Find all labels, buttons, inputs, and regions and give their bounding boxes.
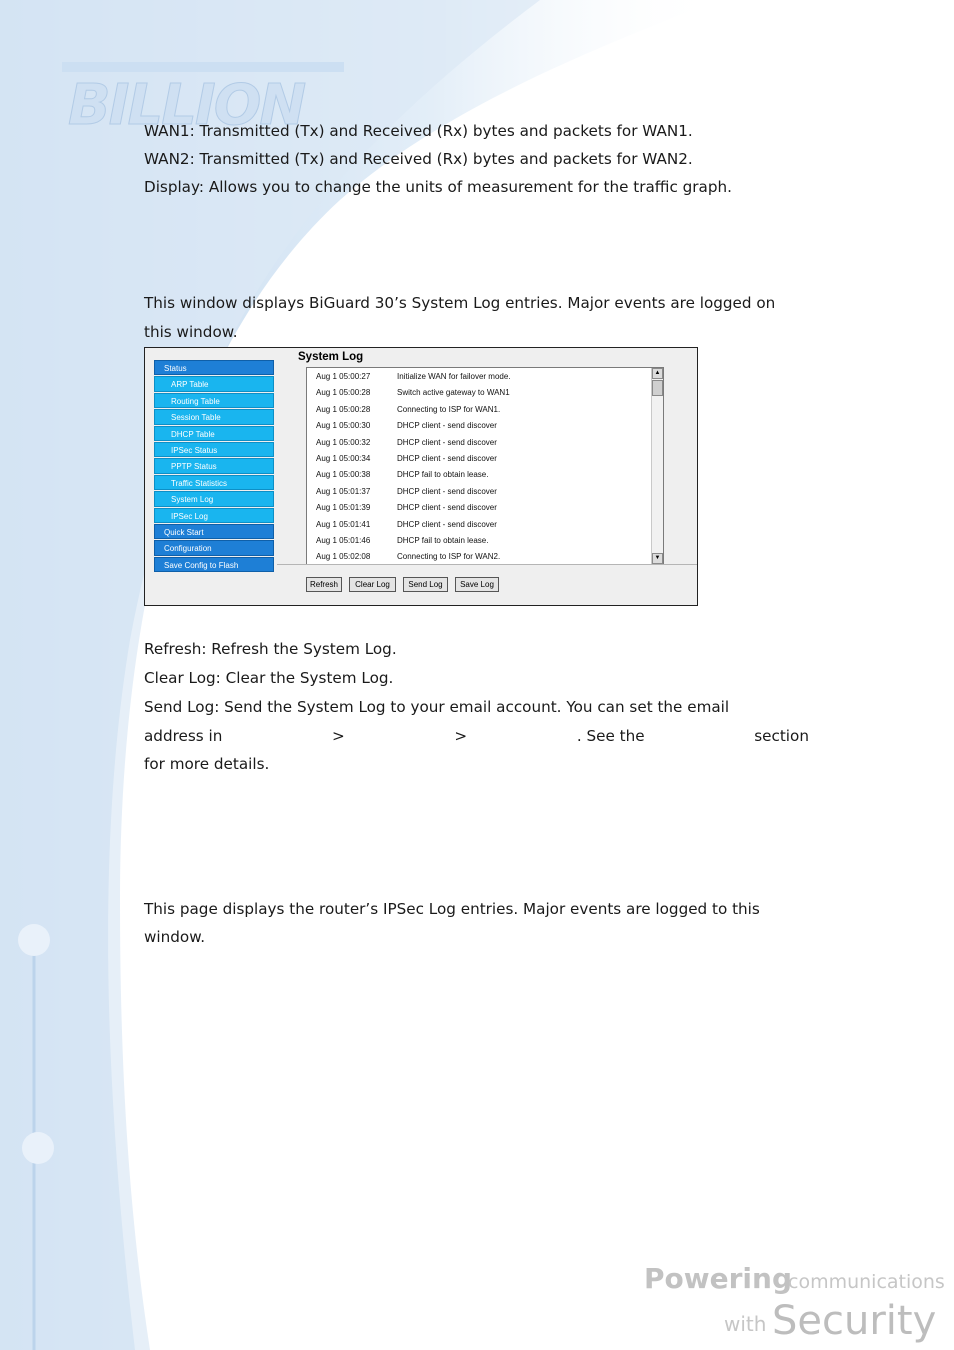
svg-text:communications: communications	[788, 1271, 945, 1293]
scroll-up-icon[interactable]: ▲	[652, 368, 663, 379]
sidebar-item[interactable]: IPSec Status	[154, 442, 274, 457]
sidebar-item[interactable]: PPTP Status	[154, 458, 274, 473]
system-log-screenshot	[144, 347, 698, 606]
sidebar-item[interactable]: Traffic Statistics	[154, 475, 274, 490]
sidebar-item[interactable]: System Log	[154, 491, 274, 506]
send-log-description-line3: for more details.	[144, 755, 270, 773]
save-log-button[interactable]: Save Log	[455, 577, 499, 592]
syslog-intro-line2: this window.	[144, 323, 238, 341]
sidebar-item[interactable]: Configuration	[154, 540, 274, 555]
ipsec-log-intro-line2: window.	[144, 928, 206, 946]
clear-log-button[interactable]: Clear Log	[349, 577, 396, 592]
send-log-description-line2	[144, 726, 809, 746]
log-message: Switch active gateway to WAN1	[397, 388, 510, 398]
refresh-description: Refresh: Refresh the System Log.	[144, 640, 397, 658]
sidebar-item[interactable]: Quick Start	[154, 524, 274, 539]
branding-tagline	[640, 1258, 950, 1348]
sidebar-item[interactable]: IPSec Log	[154, 508, 274, 523]
send-log-description: Send Log: Send the System Log to your email account. You can set the email	[144, 698, 730, 716]
sidebar-item[interactable]: Save Config to Flash	[154, 557, 274, 572]
log-message: Initialize WAN for failover mode.	[397, 372, 511, 381]
sidebar-item[interactable]: Status	[154, 360, 274, 375]
sidebar-item[interactable]: Routing Table	[154, 393, 274, 408]
logo-text: BILLION	[68, 73, 305, 134]
log-message: DHCP client - send discover	[397, 519, 497, 529]
svg-text:Security: Security	[772, 1298, 937, 1344]
svg-text:with: with	[724, 1312, 767, 1336]
log-time: Aug 1 05:01:37	[316, 486, 371, 496]
log-scrollbar[interactable]	[651, 368, 663, 564]
sidebar-item[interactable]: DHCP Table	[154, 426, 274, 441]
send-log-button[interactable]: Send Log	[403, 577, 448, 592]
log-time: Aug 1 05:00:27	[316, 372, 371, 381]
ipsec-log-intro-line1: This page displays the router’s IPSec Log entries. Major events are logged to this	[144, 900, 760, 918]
log-time: Aug 1 05:00:30	[316, 421, 371, 431]
scroll-down-icon[interactable]: ▼	[652, 553, 663, 564]
log-message: Connecting to ISP for WAN1.	[397, 404, 501, 414]
display-description: Display: Allows you to change the units of measurement for the traffic graph.	[144, 178, 732, 196]
syslog-intro-line1: This window displays BiGuard 30’s System Log entries. Major events are logged on	[144, 294, 776, 312]
sidebar-menu	[154, 360, 274, 573]
log-time: Aug 1 05:00:34	[316, 454, 371, 463]
refresh-button[interactable]: Refresh	[306, 577, 342, 592]
divider	[277, 564, 697, 565]
svg-text:Powering: Powering	[644, 1262, 792, 1295]
log-message: Connecting to ISP for WAN2.	[397, 552, 501, 562]
wan2-description: WAN2: Transmitted (Tx) and Received (Rx) bytes and packets for WAN2.	[144, 150, 693, 168]
sidebar-item[interactable]: ARP Table	[154, 376, 274, 391]
log-message: DHCP client - send discover	[397, 437, 497, 447]
send-log-address-in: address in	[144, 727, 223, 745]
log-time: Aug 1 05:02:08	[316, 552, 371, 562]
scroll-thumb[interactable]	[652, 380, 663, 396]
system-log-title: System Log	[298, 351, 364, 363]
log-message: DHCP client - send discover	[397, 421, 497, 431]
send-log-gt-2: >	[454, 727, 468, 745]
log-time: Aug 1 05:00:28	[316, 404, 371, 414]
log-time: Aug 1 05:01:46	[316, 536, 371, 545]
log-message: DHCP fail to obtain lease.	[397, 536, 489, 545]
system-log-panel	[277, 348, 697, 605]
log-message: DHCP client - send discover	[397, 454, 497, 463]
wan1-description: WAN1: Transmitted (Tx) and Received (Rx) bytes and packets for WAN1.	[144, 122, 693, 140]
send-log-section: section	[754, 727, 809, 745]
send-log-see-the: . See the	[576, 727, 645, 745]
log-time: Aug 1 05:00:28	[316, 388, 371, 398]
send-log-gt-1: >	[332, 727, 345, 745]
log-message: DHCP client - send discover	[397, 486, 497, 496]
log-message: DHCP client - send discover	[397, 503, 497, 513]
log-time: Aug 1 05:00:32	[316, 437, 371, 447]
log-time: Aug 1 05:00:38	[316, 470, 371, 480]
sidebar-item[interactable]: Session Table	[154, 409, 274, 424]
log-message: DHCP fail to obtain lease.	[397, 470, 489, 480]
log-listbox[interactable]	[306, 367, 664, 565]
log-time: Aug 1 05:01:41	[316, 519, 371, 529]
log-time: Aug 1 05:01:39	[316, 503, 371, 513]
clear-log-description: Clear Log: Clear the System Log.	[144, 669, 394, 687]
